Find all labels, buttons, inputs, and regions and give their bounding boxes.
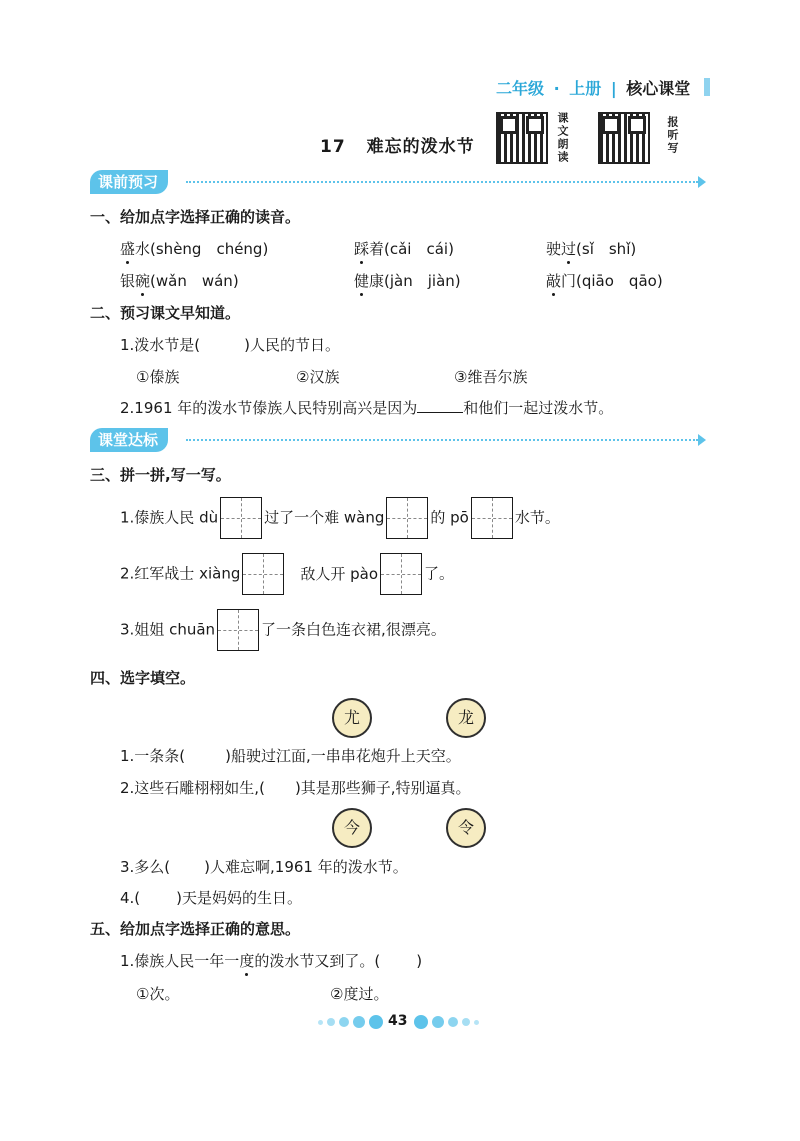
sec1-item-6-dotted: 敲 (546, 272, 562, 290)
sec4-q2-end: )其是那些狮子,特别逼真。 (294, 779, 471, 797)
sec4-q1-end: )船驶过江面,一串串花炮升上天空。 (225, 747, 461, 765)
section-3-heading: 三、拼一拼,写一写。 (90, 466, 231, 484)
sec1-item-4 (120, 270, 239, 291)
writing-grid[interactable] (471, 497, 513, 539)
choice-badge-jin: 今 (332, 808, 372, 848)
qr-label-dictation: 报听写 (666, 116, 679, 155)
sec5-q1-end: ) (416, 952, 423, 970)
grade-text: 二年级 (496, 79, 545, 98)
sec3-l1-text-a: 1.傣族人民 dù (120, 508, 219, 527)
sec5-q1-dotted: 度 (239, 952, 255, 970)
sec4-q3-start: 3.多么( (120, 858, 171, 876)
sec3-l1-text-d: 水节。 (514, 508, 560, 527)
sec5-option-1: ①次。 (136, 985, 180, 1003)
sec1-item-5-dotted: 健 (354, 272, 370, 290)
series-label (496, 76, 690, 99)
sec1-item-2 (354, 238, 454, 259)
sec3-line-3 (120, 609, 446, 651)
sec3-l1-text-b: 过了一个难 wàng (264, 508, 385, 527)
banner-class (90, 428, 710, 452)
section-5-heading: 五、给加点字选择正确的意思。 (90, 920, 301, 938)
sec4-q1-start: 1.一条条( (120, 747, 186, 765)
sec2-option-3: ③维吾尔族 (454, 368, 528, 386)
sec4-question-2 (120, 777, 471, 798)
header-bar: | (610, 79, 617, 98)
writing-grid[interactable] (380, 553, 422, 595)
arrow-right-icon (698, 434, 706, 446)
sec4-q4-end: )天是妈妈的生日。 (176, 889, 303, 907)
sec5-q1-start: 1.傣族人民一年一 (120, 952, 240, 970)
sec3-l2-text-b: 敌人开 pào (300, 564, 379, 583)
sec1-item-3-dotted: 过 (561, 240, 577, 258)
sec2-q1-start: 1.泼水节是( (120, 336, 201, 354)
lesson-number: 17 (320, 137, 346, 157)
sec5-option-2: ②度过。 (330, 985, 389, 1003)
sec3-l2-text-a: 2.红军战士 xiàng (120, 564, 241, 583)
sec3-l3-text-b: 了一条白色连衣裙,很漂亮。 (261, 620, 446, 639)
page-dot-icon (327, 1018, 335, 1026)
writing-grid[interactable] (217, 609, 259, 651)
page-dot-icon (318, 1020, 323, 1025)
sec1-item-3-post: (sǐ shǐ) (576, 240, 637, 258)
writing-grid[interactable] (242, 553, 284, 595)
banner-class-label: 课堂达标 (90, 428, 168, 452)
sec4-question-1 (120, 745, 461, 766)
sec1-item-4-pre: 银 (120, 272, 136, 290)
sec1-item-6 (546, 270, 663, 291)
volume-text: 上册 (569, 79, 602, 98)
sec3-l2-text-c: 了。 (424, 564, 455, 583)
page-dot-icon (448, 1017, 458, 1027)
sec1-item-5 (354, 270, 461, 291)
sec1-item-6-post: 门(qiāo qāo) (561, 272, 663, 290)
banner-preview-divider (186, 181, 698, 183)
choice-badge-long: 龙 (446, 698, 486, 738)
page-dot-icon (474, 1020, 479, 1025)
sec5-q1-mid: 的泼水节又到了。( (254, 952, 381, 970)
sec1-item-2-dotted: 踩 (354, 240, 370, 258)
sec5-question-1 (120, 950, 422, 971)
qr-code-reading-icon[interactable] (496, 112, 548, 164)
banner-preview (90, 170, 710, 194)
lesson-name: 难忘的泼水节 (366, 137, 475, 157)
sec2-option-1: ①傣族 (136, 368, 180, 386)
sec2-q1-end: )人民的节日。 (244, 336, 341, 354)
sec4-question-3 (120, 856, 408, 877)
page-number: 43 (388, 1013, 408, 1029)
sec4-q3-end: )人难忘啊,1961 年的泼水节。 (204, 858, 408, 876)
sec3-line-1 (120, 497, 560, 539)
sec2-q2-start: 2.1961 年的泼水节傣族人民特别高兴是因为 (120, 399, 418, 417)
sec2-option-2: ②汉族 (296, 368, 340, 386)
section-1-heading: 一、给加点字选择正确的读音。 (90, 208, 301, 226)
sec2-question-2 (120, 397, 613, 418)
writing-grid[interactable] (386, 497, 428, 539)
sec4-q4-start: 4.( (120, 889, 141, 907)
sec3-l3-text-a: 3.姐姐 chuān (120, 620, 216, 639)
header-accent-bar (704, 78, 710, 96)
sec2-q2-end: 和他们一起过泼水节。 (463, 399, 614, 417)
sec1-item-1-dotted: 盛 (120, 240, 136, 258)
sec3-l1-text-c: 的 pō (430, 508, 469, 527)
page-dot-icon (462, 1018, 470, 1026)
sec1-item-2-post: 着(cǎi cái) (369, 240, 454, 258)
sec1-item-1 (120, 238, 268, 259)
qr-label-reading: 课文朗读 (556, 112, 569, 164)
page-dot-icon (353, 1016, 365, 1028)
page-dot-icon (339, 1017, 349, 1027)
section-4-heading: 四、选字填空。 (90, 669, 196, 687)
section-2-heading: 二、预习课文早知道。 (90, 304, 241, 322)
sec1-item-3-pre: 驶 (546, 240, 562, 258)
arrow-right-icon (698, 176, 706, 188)
sec2-question-1 (120, 334, 340, 355)
sec1-item-3 (546, 238, 636, 259)
choice-badge-you: 尤 (332, 698, 372, 738)
qr-code-dictation-icon[interactable] (598, 112, 650, 164)
page-dot-icon (414, 1015, 428, 1029)
choice-badge-ling: 令 (446, 808, 486, 848)
writing-grid[interactable] (220, 497, 262, 539)
sec4-q2-start: 2.这些石雕栩栩如生,( (120, 779, 265, 797)
answer-blank[interactable] (417, 398, 463, 413)
sec3-line-2 (120, 553, 454, 595)
page-dot-icon (432, 1016, 444, 1028)
banner-class-divider (186, 439, 698, 441)
sec4-question-4 (120, 887, 302, 908)
sec1-item-1-post: 水(shèng chéng) (135, 240, 269, 258)
grade-separator: · (553, 79, 560, 98)
page-dot-icon (369, 1015, 383, 1029)
banner-preview-label: 课前预习 (90, 170, 168, 194)
sec1-item-4-dotted: 碗 (135, 272, 151, 290)
sec1-item-5-post: 康(jàn jiàn) (369, 272, 461, 290)
core-class-text: 核心课堂 (626, 79, 691, 98)
lesson-title (320, 132, 475, 157)
sec1-item-4-post: (wǎn wán) (150, 272, 239, 290)
